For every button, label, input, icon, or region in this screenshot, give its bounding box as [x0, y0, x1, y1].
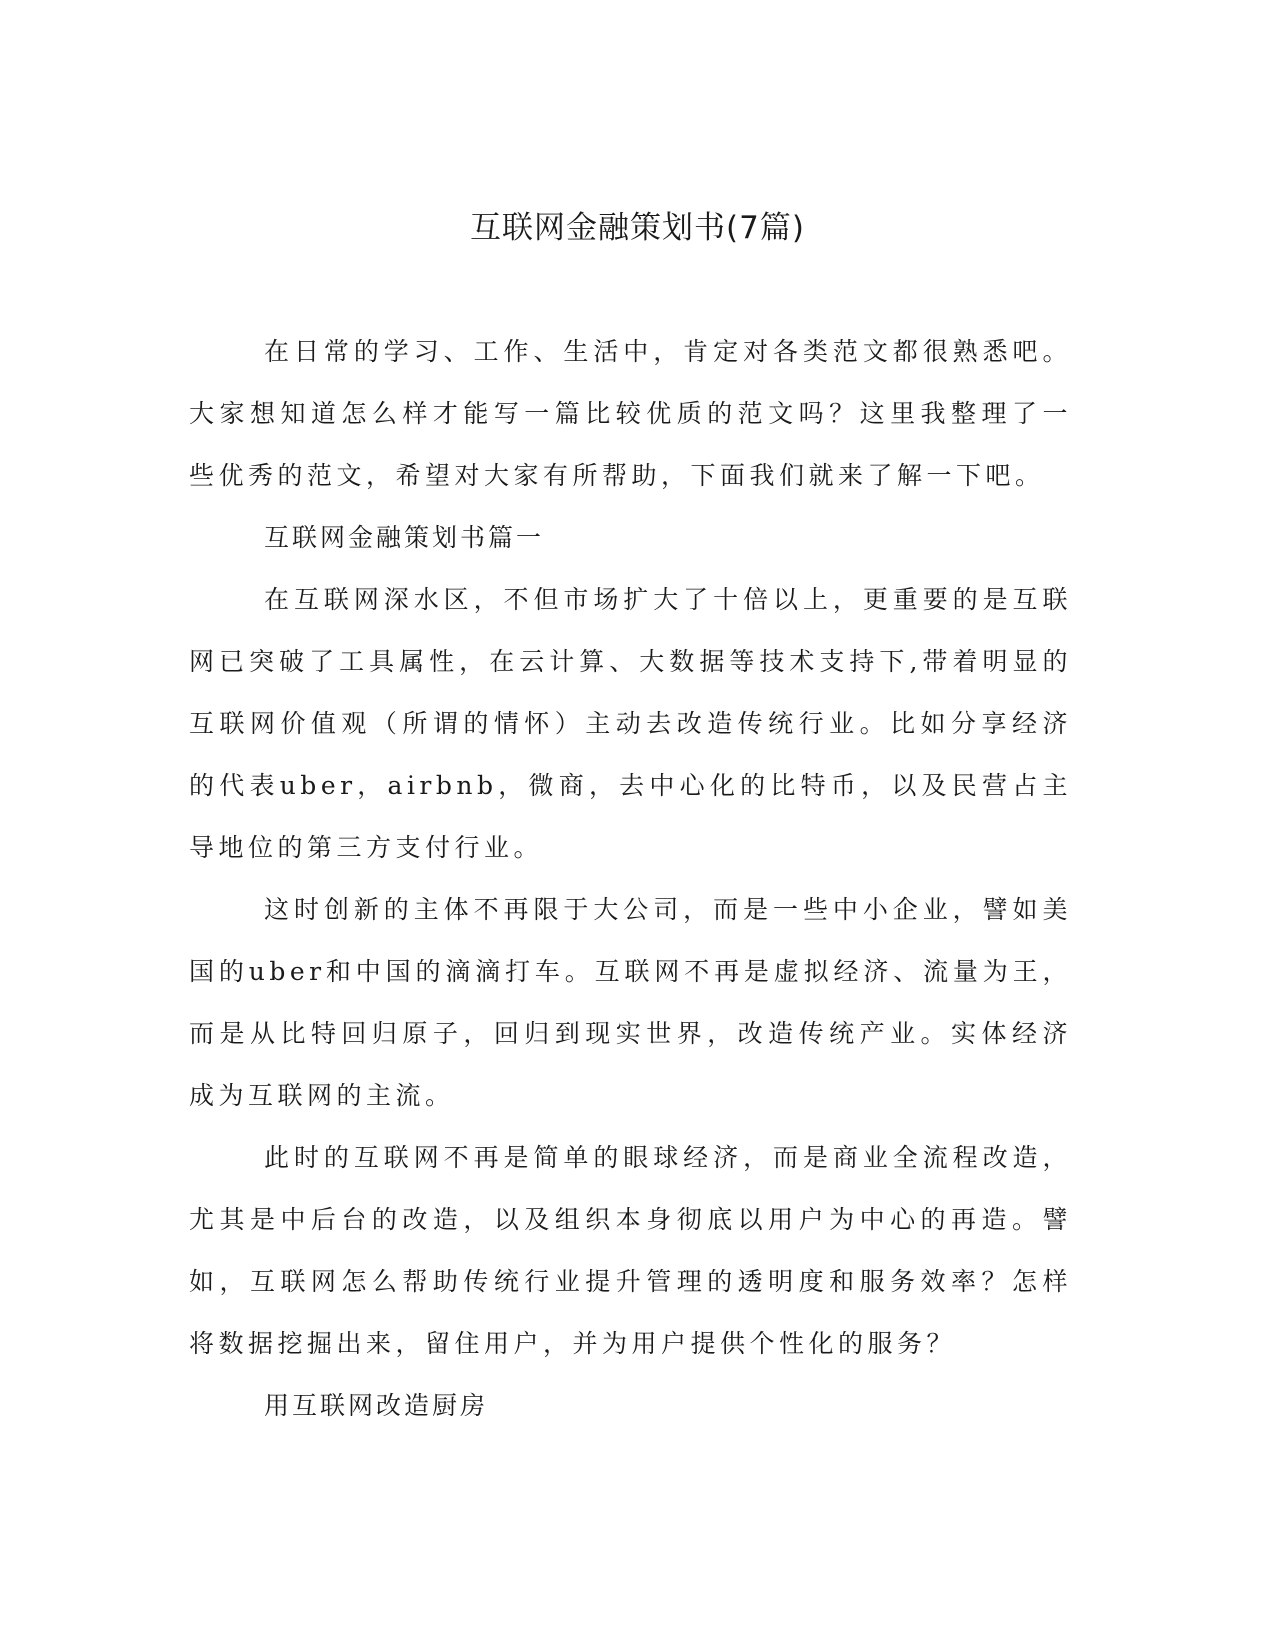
intro-paragraph: 在日常的学习、工作、生活中，肯定对各类范文都很熟悉吧。大家想知道怎么样才能写一篇比较优质的范文吗？这里我整理了一些优秀的范文，希望对大家有所帮助，下面我们就来了解一下吧。	[189, 337, 1072, 490]
section-heading: 互联网金融策划书篇一	[264, 523, 545, 552]
body-paragraph: 在互联网深水区，不但市场扩大了十倍以上，更重要的是互联网已突破了工具属性，在云计算、大数据等技术支持下,带着明显的互联网价值观（所谓的情怀）主动去改造传统行业。比如分享经济的代表uber，airbnb，微商，去中心化的比特币，以及民营占主导地位的第三方支付行业。	[189, 585, 1072, 862]
body-paragraph: 此时的互联网不再是简单的眼球经济，而是商业全流程改造，尤其是中后台的改造，以及组织本身彻底以用户为中心的再造。譬如，互联网怎么帮助传统行业提升管理的透明度和服务效率？怎样将数据挖掘出来，留住用户，并为用户提供个性化的服务？	[189, 1143, 1072, 1358]
body-paragraph: 这时创新的主体不再限于大公司，而是一些中小企业，譬如美国的uber和中国的滴滴打车。互联网不再是虚拟经济、流量为王，而是从比特回归原子，回归到现实世界，改造传统产业。实体经济成为互联网的主流。	[189, 895, 1072, 1110]
document-title: 互联网金融策划书(7篇)	[470, 210, 805, 246]
document-body	[189, 321, 1072, 1437]
subsection-heading: 用互联网改造厨房	[264, 1391, 489, 1420]
